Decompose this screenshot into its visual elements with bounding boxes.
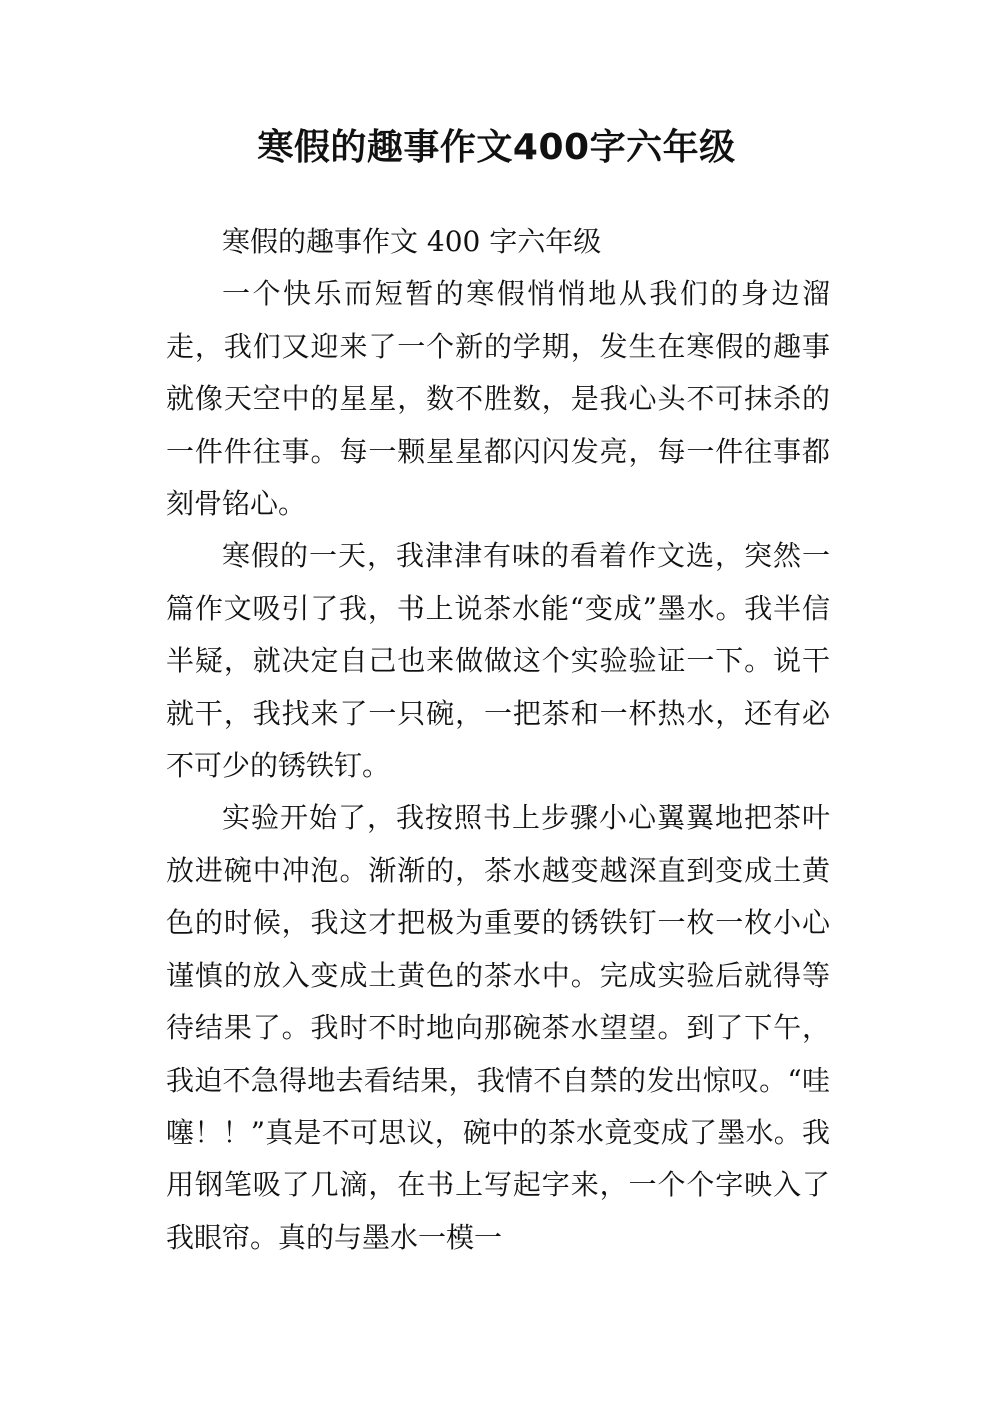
paragraph: 一个快乐而短暂的寒假悄悄地从我们的身边溜走，我们又迎来了一个新的学期，发生在寒假的趣事就像天空中的星星，数不胜数，是我心头不可抹杀的一件件往事。每一颗星星都闪闪发亮，每一件往事都刻骨铭心。: [166, 277, 830, 521]
document-title: 寒假的趣事作文400字六年级: [257, 127, 736, 168]
paragraph: 实验开始了，我按照书上步骤小心翼翼地把茶叶放进碗中冲泡。渐渐的，茶水越变越深直到变成土黄色的时候，我这才把极为重要的锈铁钉一枚一枚小心谨慎的放入变成土黄色的茶水中。完成实验后就得等待结果了。我时不时地向那碗茶水望望。到了下午，我迫不急得地去看结果，我情不自禁的发出惊叹。“哇噻！！”真是不可思议，碗中的茶水竟变成了墨水。我用钢笔吸了几滴，在书上写起字来，一个个字映入了我眼帘。真的与墨水一模一: [166, 801, 830, 1254]
document-body: [166, 216, 830, 1264]
paragraph: 寒假的一天，我津津有味的看着作文选，突然一篇作文吸引了我，书上说茶水能“变成”墨水。我半信半疑，就决定自己也来做做这个实验验证一下。说干就干，我找来了一只碗，一把茶和一杯热水，还有必不可少的锈铁钉。: [166, 539, 830, 783]
paragraph-subtitle: 寒假的趣事作文 400 字六年级: [222, 225, 602, 258]
